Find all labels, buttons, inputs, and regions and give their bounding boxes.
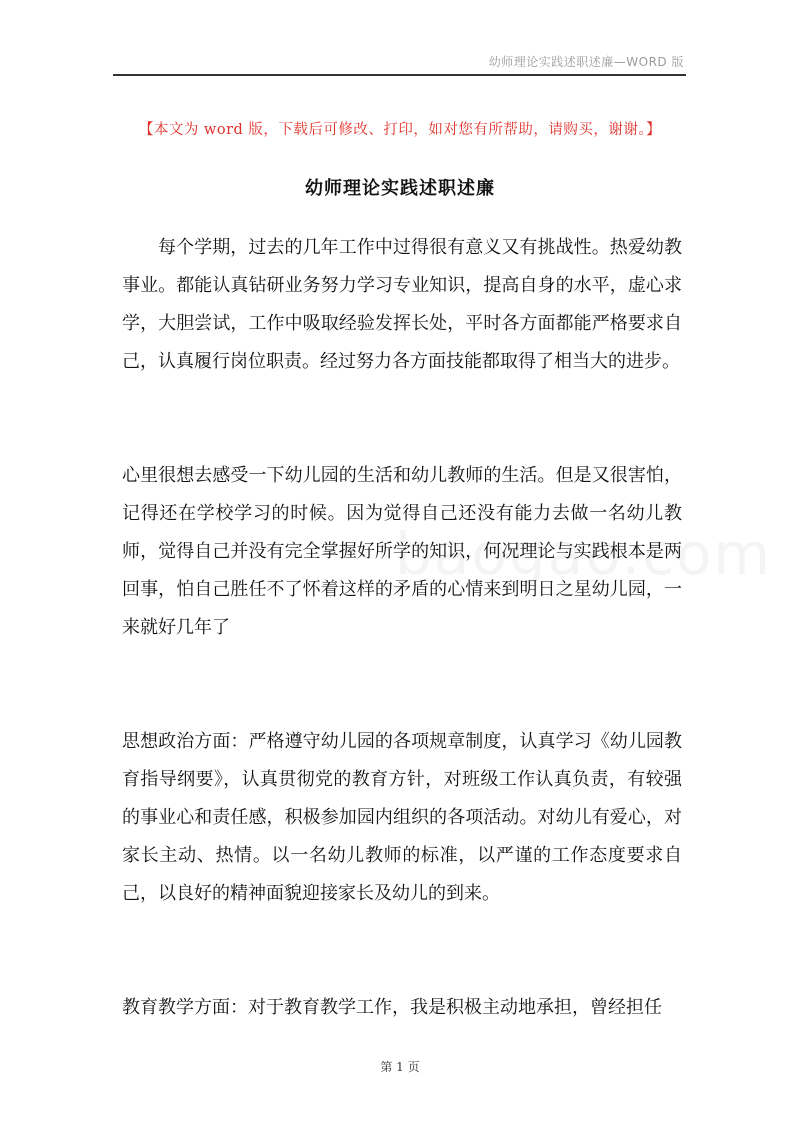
paragraph-2: 心里很想去感受一下幼儿园的生活和幼儿教师的生活。但是又很害怕，记得还在学校学习的时候。因为觉得自己还没有能力去做一名幼儿教师，觉得自己并没有完全掌握好所学的知识，何况理论与实践根本是两回事，怕自己胜任不了怀着这样的矛盾的心情来到明日之星幼儿园，一来就好几年了 (122, 465, 682, 638)
document-title: 幼师理论实践述职述廉 (305, 178, 495, 199)
paragraph-gap (122, 913, 682, 951)
header-divider (113, 74, 686, 76)
paragraph-3: 思想政治方面：严格遵守幼儿园的各项规章制度，认真学习《幼儿园教育指导纲要》，认真贯彻党的教育方针，对班级工作认真负责，有较强的事业心和责任感，积极参加园内组织的各项活动。对幼儿有爱心，对家长主动、热情。以一名幼儿教师的标准，以严谨的工作态度要求自己，以良好的精神面貌迎接家长及幼儿的到来。 (122, 731, 682, 904)
running-header: 幼师理论实践述职述廉—WORD 版 (488, 55, 684, 69)
document-body (122, 229, 682, 1027)
paragraph-1: 每个学期，过去的几年工作中过得很有意义又有挑战性。热爱幼教事业。都能认真钻研业务努力学习专业知识，提高自身的水平，虚心求学，大胆尝试，工作中吸取经验发挥长处，平时各方面都能严格要求自己，认真履行岗位职责。经过努力各方面技能都取得了相当大的进步。 (122, 237, 682, 372)
paragraph-gap (122, 381, 682, 419)
page-number: 第 1 页 (380, 1060, 420, 1074)
paragraph-gap (122, 951, 682, 989)
paragraph-gap (122, 419, 682, 457)
paragraph-gap (122, 685, 682, 723)
download-notice: 【本文为 word 版，下载后可修改、打印，如对您有所帮助，请购买，谢谢。】 (138, 122, 662, 138)
paragraph-gap (122, 647, 682, 685)
paragraph-4: 教育教学方面：对于教育教学工作，我是积极主动地承担，曾经担任 (122, 997, 662, 1018)
